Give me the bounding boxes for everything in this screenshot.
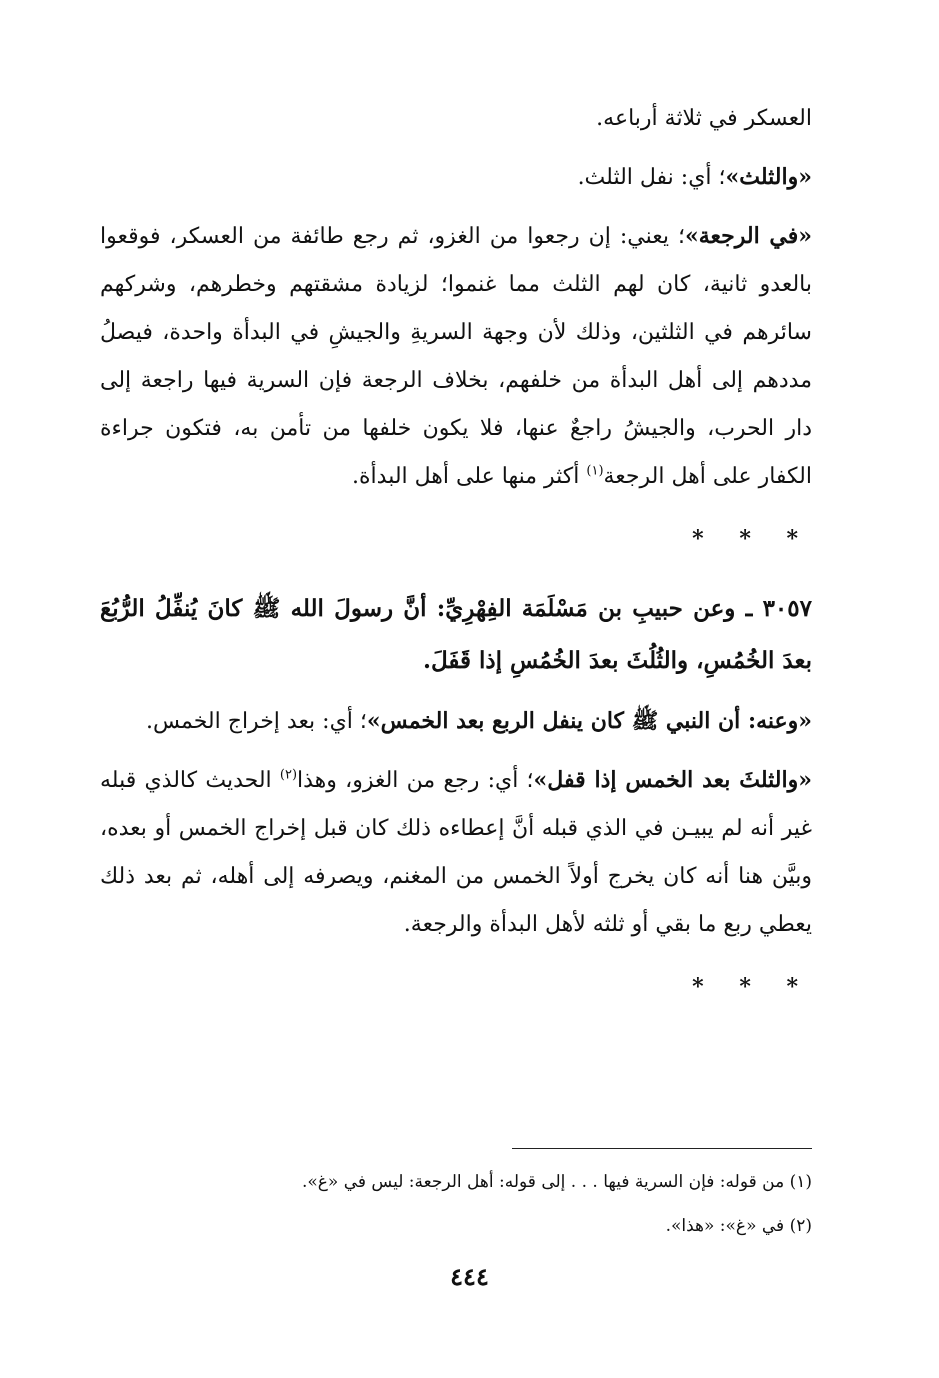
paragraph-1 [100,95,812,143]
paragraph-3-text-a: ؛ يعني: إن رجعوا من الغزو، ثم رجع طائفة من العسكر، فوقعوا بالعدو ثانية، كان لهم الثلث مما غنموا؛ لزيادة مشقتهم وخطرهم، وشركهم سائرهم في الثلثين، وذلك لأن وجهة السريةِ والجيشِ في البدأة واحدة، فيصلُ مددهم إلى أهل البدأة من خلفهم، بخلاف الرجعة فإن السرية فيها راجعة إلى دار الحرب، والجيشُ راجعٌ عنها، فلا يكون خلفها من تأمن به، فتكون جراءة الكفار على أهل الرجعة [100,224,812,489]
paragraph-1-text: العسكر في ثلاثة أرباعه. [596,106,812,131]
paragraph-2-text: ؛ أي: نفل الثلث. [577,165,726,190]
paragraph-2 [100,153,812,202]
footnote-ref-1[interactable]: (١) [586,463,604,479]
section-separator-1: * * * [692,526,812,552]
quoted-term-thuluth: «والثلث» [725,164,812,190]
page-body [100,95,812,1031]
footnote-1: (١) من قوله: فإن السرية فيها . . . إلى قوله: أهل الرجعة: ليس في «غ». [301,1172,812,1192]
quoted-term-rajaa: «في الرجعة» [685,223,812,249]
footnote-2: (٢) في «غ»: «هذا». [665,1216,812,1236]
paragraph-5 [100,756,812,949]
page-number: ٤٤٤ [450,1262,489,1291]
paragraph-3-text-b: أكثر منها على أهل البدأة. [352,464,587,489]
hadith-3057 [100,583,812,687]
quoted-hadith-phrase-1: «وعنه: أن النبي ﷺ كان ينفل الربع بعد الخمس» [366,708,812,734]
footnote-divider [512,1148,812,1149]
paragraph-4-text: ؛ أي: بعد إخراج الخمس. [145,709,367,734]
footnote-ref-2[interactable]: (٢) [279,767,298,783]
section-separator-2: * * * [692,974,812,1000]
hadith-3057-text: ٣٠٥٧ ـ وعن حبيبِ بن مَسْلَمَة الفِهْرِيِّ: أنَّ رسولَ الله ﷺ كانَ يُنفِّلُ الرُّبُعَ بعدَ الخُمُسِ، والثُلُثَ بعدَ الخُمُسِ إذا قَفَلَ. [100,595,812,674]
paragraph-4 [100,697,812,746]
paragraph-5-text-a: ؛ أي: رجع من الغزو، وهذا [297,768,534,793]
quoted-hadith-phrase-2: «والثلثَ بعد الخمس إذا قفل» [533,767,812,793]
paragraph-5-text-b: الحديث كالذي قبله غير أنه لم يبيـن في الذي قبله أنَّ إعطاءه ذلك كان قبل إخراج الخمس أو بعده، وبيَّن هنا أنه كان يخرج أولاً الخمس من المغنم، ويصرفه إلى أهله، ثم بعد ذلك يعطي ربع ما بقي أو ثلثه لأهل البدأة والرجعة. [100,768,812,937]
paragraph-3 [100,212,812,501]
footnotes [122,1160,812,1248]
